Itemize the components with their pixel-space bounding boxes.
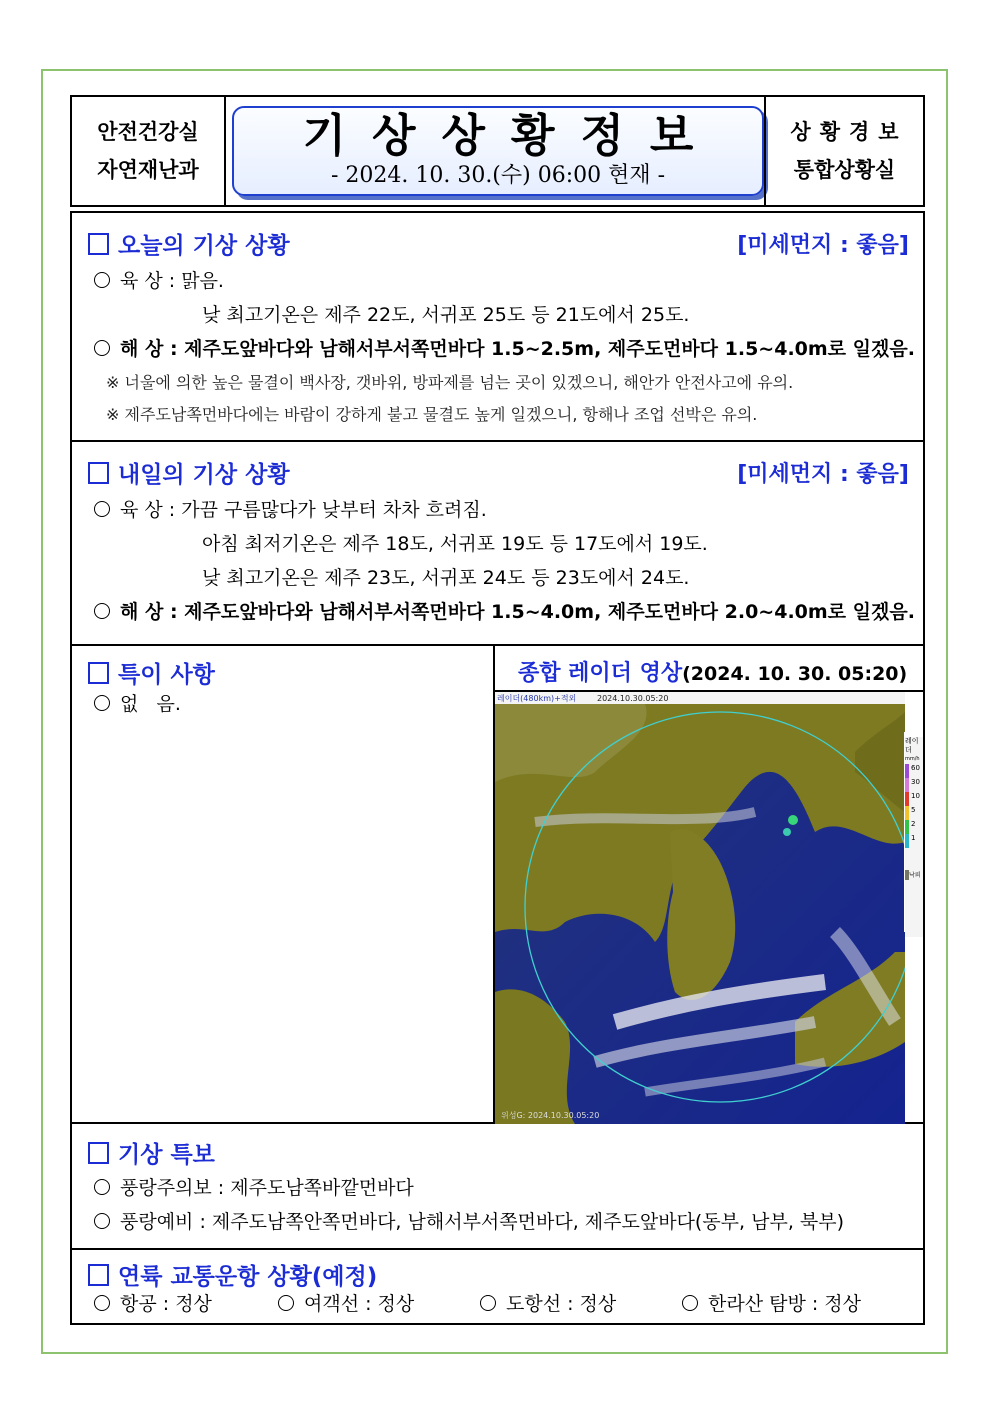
tomorrow-land-min: 아침 최저기온은 제주 18도, 서귀포 19도 등 17도에서 19도. <box>202 533 708 555</box>
checkbox-icon <box>88 233 109 255</box>
circle-bullet-icon <box>94 1213 110 1229</box>
legend-value: 1 <box>911 834 916 842</box>
circle-bullet-icon <box>480 1295 496 1311</box>
tomorrow-sea-text: 해 상 : 제주도앞바다와 남해서부서쪽먼바다 1.5~4.0m, 제주도먼바다 2.0~4.0m로 일겠음. <box>120 601 915 623</box>
circle-bullet-icon <box>682 1295 698 1311</box>
department-line1: 안전건강실 <box>97 120 199 144</box>
section-tomorrow <box>72 442 923 646</box>
report-datetime: - 2024. 10. 30.(수) 06:00 현재 - <box>330 163 666 188</box>
special-heading <box>88 656 215 689</box>
warning-item-2-text: 풍랑예비 : 제주도남쪽안쪽먼바다, 남해서부서쪽먼바다, 제주도앞바다(동부, 남부, 북부) <box>120 1211 845 1233</box>
warning-item-1 <box>94 1176 414 1200</box>
radar-image <box>495 692 905 1124</box>
warning-item-2 <box>94 1210 844 1234</box>
traffic-air-text: 항공 : 정상 <box>120 1293 212 1315</box>
circle-bullet-icon <box>94 340 110 356</box>
radar-heading-text: 종합 레이더 영상 <box>518 661 683 686</box>
circle-bullet-icon <box>94 603 110 619</box>
checkbox-icon <box>88 1264 109 1286</box>
today-dust: [미세먼지 : 좋음] <box>737 233 909 258</box>
tomorrow-land <box>94 498 487 522</box>
section-today <box>72 213 923 442</box>
legend-value: 60 <box>911 764 920 772</box>
circle-bullet-icon <box>278 1295 294 1311</box>
radar-legend-panel <box>905 737 923 937</box>
today-heading <box>88 227 290 260</box>
traffic-hallasan <box>682 1292 861 1316</box>
checkbox-icon <box>88 462 109 484</box>
circle-bullet-icon <box>94 501 110 517</box>
warnings-heading <box>88 1136 215 1169</box>
page-title: 기상상황정보 <box>302 109 720 162</box>
legend-unit: mm/h <box>905 756 920 762</box>
main-table <box>70 211 925 1325</box>
traffic-ferry <box>278 1292 414 1316</box>
legend-value: 30 <box>911 778 920 786</box>
legend-lightning: 낙뢰 <box>909 871 921 879</box>
today-note-2: ※ 제주도남쪽먼바다에는 바람이 강하게 불고 물결도 높게 일겠으니, 항해나 조업 선박은 유의. <box>106 405 758 424</box>
today-note-1: ※ 너울에 의한 높은 물결이 백사장, 갯바위, 방파제를 넘는 곳이 있겠으니, 해안가 안전사고에 유의. <box>106 373 794 392</box>
special-heading-text: 특이 사항 <box>118 662 215 688</box>
legend-value: 10 <box>911 792 920 800</box>
tomorrow-heading-text: 내일의 기상 상황 <box>118 462 290 488</box>
traffic-heading-text: 연륙 교통운항 상황(예정) <box>118 1264 378 1290</box>
legend-value: 2 <box>911 820 916 828</box>
section-traffic <box>72 1250 923 1323</box>
circle-bullet-icon <box>94 272 110 288</box>
office-cell <box>764 97 923 205</box>
radar-time: (2024. 10. 30. 05:20) <box>682 663 908 685</box>
section-warnings <box>72 1124 923 1250</box>
today-sea <box>94 337 915 361</box>
traffic-air <box>94 1292 212 1316</box>
special-item <box>94 692 181 716</box>
radar-overlay-label: 레이더(480km)+적외 <box>497 694 577 703</box>
today-land-temp: 낮 최고기온은 제주 22도, 서귀포 25도 등 21도에서 25도. <box>202 304 690 326</box>
header <box>70 95 925 207</box>
tomorrow-land-text: 육 상 : 가끔 구름많다가 낮부터 차차 흐려짐. <box>120 499 487 521</box>
warning-item-1-text: 풍랑주의보 : 제주도남쪽바깥먼바다 <box>120 1177 414 1199</box>
today-land-text: 육 상 : 맑음. <box>120 270 224 292</box>
traffic-ferry-text: 여객선 : 정상 <box>304 1293 415 1315</box>
special-item-text: 없 음. <box>120 693 181 715</box>
traffic-hallasan-text: 한라산 탐방 : 정상 <box>708 1293 861 1315</box>
tomorrow-land-max: 낮 최고기온은 제주 23도, 서귀포 24도 등 23도에서 24도. <box>202 567 690 589</box>
today-land <box>94 269 224 293</box>
section-special-radar <box>72 646 923 1124</box>
legend-title: 레이더 <box>905 737 919 754</box>
department-line2: 자연재난과 <box>97 158 199 182</box>
tomorrow-sea <box>94 600 915 624</box>
circle-bullet-icon <box>94 1179 110 1195</box>
tomorrow-dust: [미세먼지 : 좋음] <box>737 462 909 487</box>
today-sea-text: 해 상 : 제주도앞바다와 남해서부서쪽먼바다 1.5~2.5m, 제주도먼바다 1.5~4.0m로 일겠음. <box>120 338 915 360</box>
checkbox-icon <box>88 1142 109 1164</box>
office-line2: 통합상황실 <box>793 158 896 182</box>
traffic-heading <box>88 1258 377 1291</box>
legend-value: 5 <box>911 806 916 814</box>
radar-overlay-time: 2024.10.30.05:20 <box>597 694 669 703</box>
tomorrow-heading <box>88 456 290 489</box>
circle-bullet-icon <box>94 695 110 711</box>
today-heading-text: 오늘의 기상 상황 <box>118 233 290 259</box>
radar-satellite-time: 위성G: 2024.10.30.05:20 <box>501 1111 600 1120</box>
office-line1: 상황경보 <box>790 120 908 144</box>
title-box <box>232 106 764 196</box>
warnings-heading-text: 기상 특보 <box>118 1142 215 1168</box>
radar-heading <box>518 656 907 687</box>
traffic-island-ferry <box>480 1292 616 1316</box>
traffic-island-ferry-text: 도항선 : 정상 <box>506 1293 617 1315</box>
department-cell <box>72 97 226 205</box>
checkbox-icon <box>88 662 109 684</box>
circle-bullet-icon <box>94 1295 110 1311</box>
